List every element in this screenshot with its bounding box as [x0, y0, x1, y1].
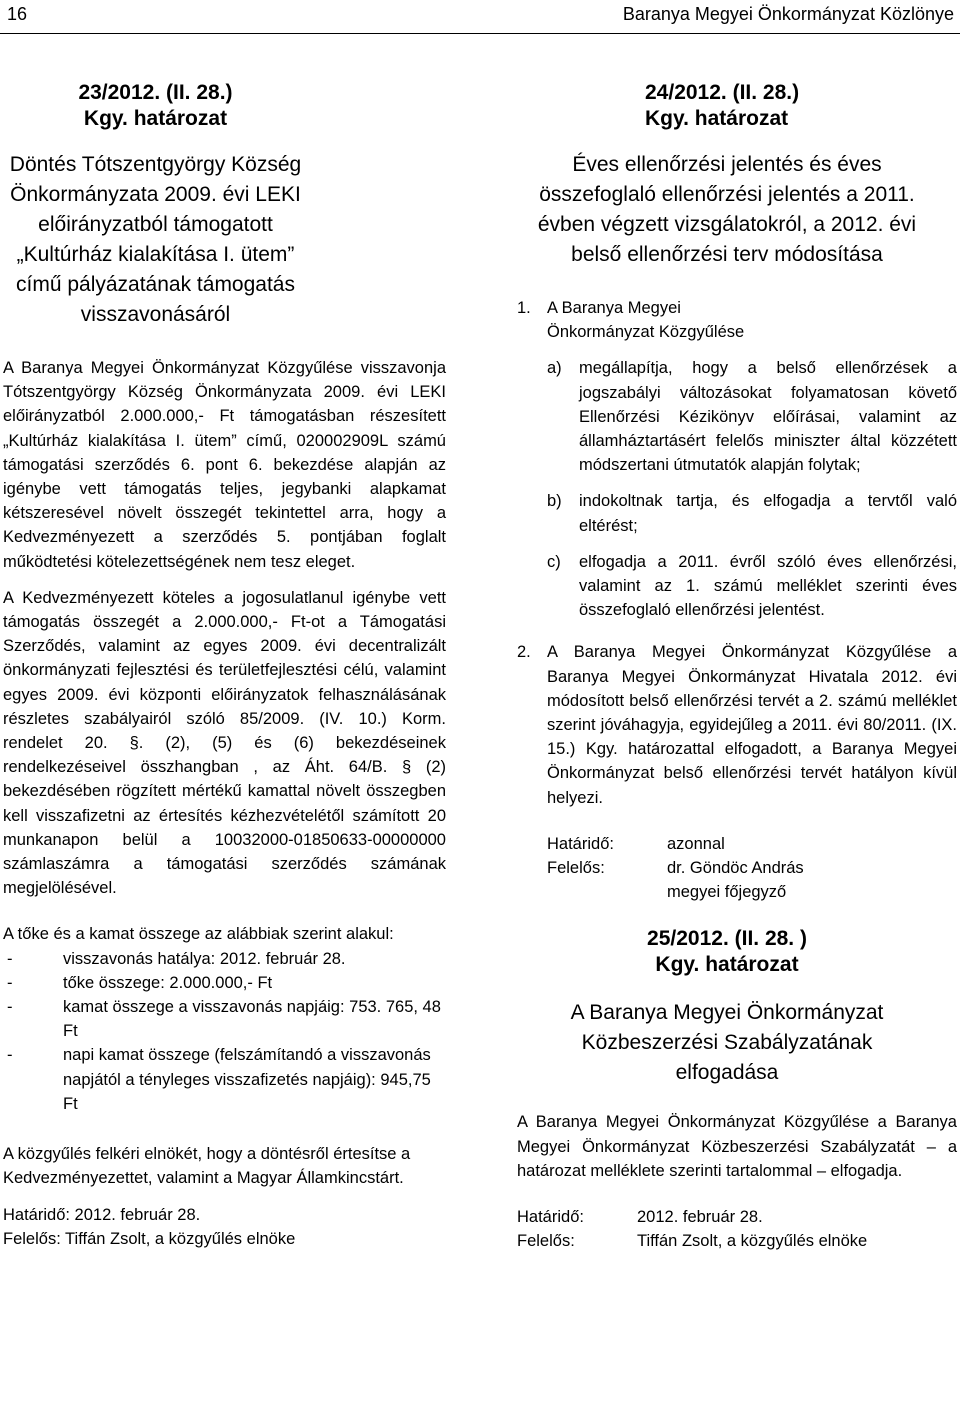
- responsible: Felelős: Tiffán Zsolt, a közgyűlés elnöke: [3, 1229, 296, 1248]
- sub-item-letter: a): [547, 359, 562, 378]
- resolution-paragraph: A tőke és a kamat összege az alábbiak szerint alakul:: [3, 925, 394, 944]
- resolution-paragraph: A Kedvezményezett köteles a jogosulatlanul igénybe vett támogatás összegét a 2.000.000,- Ft-ot a Támogatási Szerződés, valamint az egyes 2009. évi decentralizált önkormányzati fejlesztési és területfejlesztési célú, valamint egyes 2009. évi központi előirányzatok felhasználásának részletes szabályairól szóló 85/2009. (IV. 10.) Korm. rendelet 20. §. (2), (5) és (6) bekezdéseinek rendelkezéseivel összhangban , az Áht. 64/B. § (2) bekezdésében rögzített mértékű kamattal növelt összegben kell visszafizetni az értesítés kézhezvételétől számított 20 munkanapon belül a 10032000-01850633-00000000 számlaszámra a támogatási szerződés számának megjelölésével.: [3, 588, 446, 898]
- sub-item: [517, 489, 957, 537]
- resolution-24-heading: [517, 80, 937, 270]
- deadline: Határidő: 2012. február 28.: [3, 1205, 201, 1224]
- responsible-value: dr. Göndöc András megyei főjegyző: [667, 859, 804, 902]
- amount-list: [3, 947, 446, 1116]
- list-item: - napi kamat összege (felszámítandó a visszavonás napjától a tényleges visszafizetés napjáig): 945,75 Ft: [3, 1043, 446, 1116]
- resolution-type: Kgy. határozat: [655, 953, 799, 977]
- resolution-type: Kgy. határozat: [645, 107, 789, 130]
- item-text: A Baranya Megyei Önkormányzat Közgyűlése: [547, 299, 745, 342]
- sub-item: [517, 550, 957, 623]
- numbered-item: [517, 640, 957, 809]
- responsible-label: Felelős:: [547, 859, 605, 878]
- resolution-title: Éves ellenőrzési jelentés és éves összefoglaló ellenőrzési jelentés a 2011. évben végzett vizsgálatokról, a 2012. évi belső ellenőrzési terv módosítása: [537, 153, 917, 266]
- list-item: - tőke összege: 2.000.000,- Ft: [3, 971, 446, 995]
- sub-item-letter: b): [547, 492, 562, 511]
- deadline-block: [517, 1205, 957, 1253]
- resolution-title: Döntés Tótszentgyörgy Község Önkormányzata 2009. évi LEKI előirányzatból támogatott „Kultúrház kialakítása I. ütem” című pályázatának támogatás visszavonásáról: [9, 153, 302, 326]
- list-item: - kamat összege a visszavonás napjáig: 753. 765, 48 Ft: [3, 995, 446, 1043]
- resolution-type: Kgy. határozat: [83, 107, 228, 130]
- responsible-value: Tiffán Zsolt, a közgyűlés elnöke: [637, 1232, 868, 1251]
- sub-item: [517, 356, 957, 477]
- item-text: A Baranya Megyei Önkormányzat Közgyűlése a Baranya Megyei Önkormányzat Hivatala 2012. évi módosított belső ellenőrzési tervét a 2. számú melléklet szerint jóváhagyja, egyidejűleg a 2011. évi 80/2011. (IX. 15.) Kgy. határozattal elfogadott, a Baranya Megyei Önkormányzat belső ellenőrzési tervét hatályon kívül helyezi.: [547, 643, 957, 807]
- responsible-label: Felelős:: [517, 1232, 575, 1251]
- page-header: [0, 0, 960, 34]
- resolution-paragraph: A Baranya Megyei Önkormányzat Közgyűlése visszavonja Tótszentgyörgy Község Önkormányzata 2009. évi LEKI előirányzatból 2.000.000,- Ft támogatásban részesített „Kultúrház kialakítása I. ütem” című, 020002909L számú támogatási szerződés 6. pont 6. bekezdése alapján az igénybe vett támogatás teljes, jegybanki alapkamat kétszeresével növelt összegét tekintettel arra, hogy a Kedvezményezett a szerződés 5. pontjában foglalt működtetési kötelezettségének nem tesz eleget.: [3, 359, 446, 571]
- item-number: 1.: [517, 299, 531, 317]
- item-number: 2.: [517, 643, 531, 662]
- resolution-paragraph: A Baranya Megyei Önkormányzat Közgyűlése a Baranya Megyei Önkormányzat Közbeszerzési Szabályzatát – a határozat melléklete szerinti tartalommal – elfogadja.: [517, 1113, 957, 1180]
- deadline-value: azonnal: [667, 834, 725, 853]
- page-number: 16: [7, 4, 28, 24]
- sub-item-letter: c): [547, 552, 561, 571]
- sub-item-text: indokoltnak tartja, és elfogadja a tervtől való eltérést;: [579, 492, 957, 535]
- left-column: [3, 80, 446, 1251]
- resolution-number: 24/2012. (II. 28.): [645, 81, 800, 104]
- publication-title: Baranya Megyei Önkormányzat Közlönye: [622, 4, 954, 24]
- deadline-value: 2012. február 28.: [637, 1208, 763, 1227]
- deadline-label: Határidő:: [517, 1208, 584, 1227]
- resolution-title: A Baranya Megyei Önkormányzat Közbeszerzési Szabályzatának elfogadása: [570, 1001, 884, 1085]
- deadline-block: [517, 832, 957, 905]
- sub-item-text: megállapítja, hogy a belső ellenőrzések a jogszabályi változásokat folyamatosan követő Ellenőrzési Kézikönyv előírásai, valamint az államháztartásért felelős miniszter által közzétett módszertani útmutatók alapján folytak;: [579, 359, 957, 475]
- sub-item-text: elfogadja a 2011. évről szóló éves ellenőrzési, valamint az 1. számú melléklet szerinti éves összefoglaló ellenőrzési jelentést.: [579, 552, 957, 620]
- right-column: [517, 80, 957, 1253]
- resolution-number: 25/2012. (II. 28. ): [647, 927, 807, 951]
- resolution-paragraph: A közgyűlés felkéri elnökét, hogy a döntésről értesítse a Kedvezményezettet, valamint a Magyar Államkincstárt.: [3, 1145, 411, 1188]
- deadline-label: Határidő:: [547, 834, 614, 853]
- list-item: - visszavonás hatálya: 2012. február 28.: [3, 947, 446, 971]
- numbered-item: [517, 296, 957, 622]
- resolution-25-heading: [517, 926, 937, 1088]
- resolution-23-heading: [3, 80, 308, 330]
- resolution-number: 23/2012. (II. 28.): [78, 81, 233, 104]
